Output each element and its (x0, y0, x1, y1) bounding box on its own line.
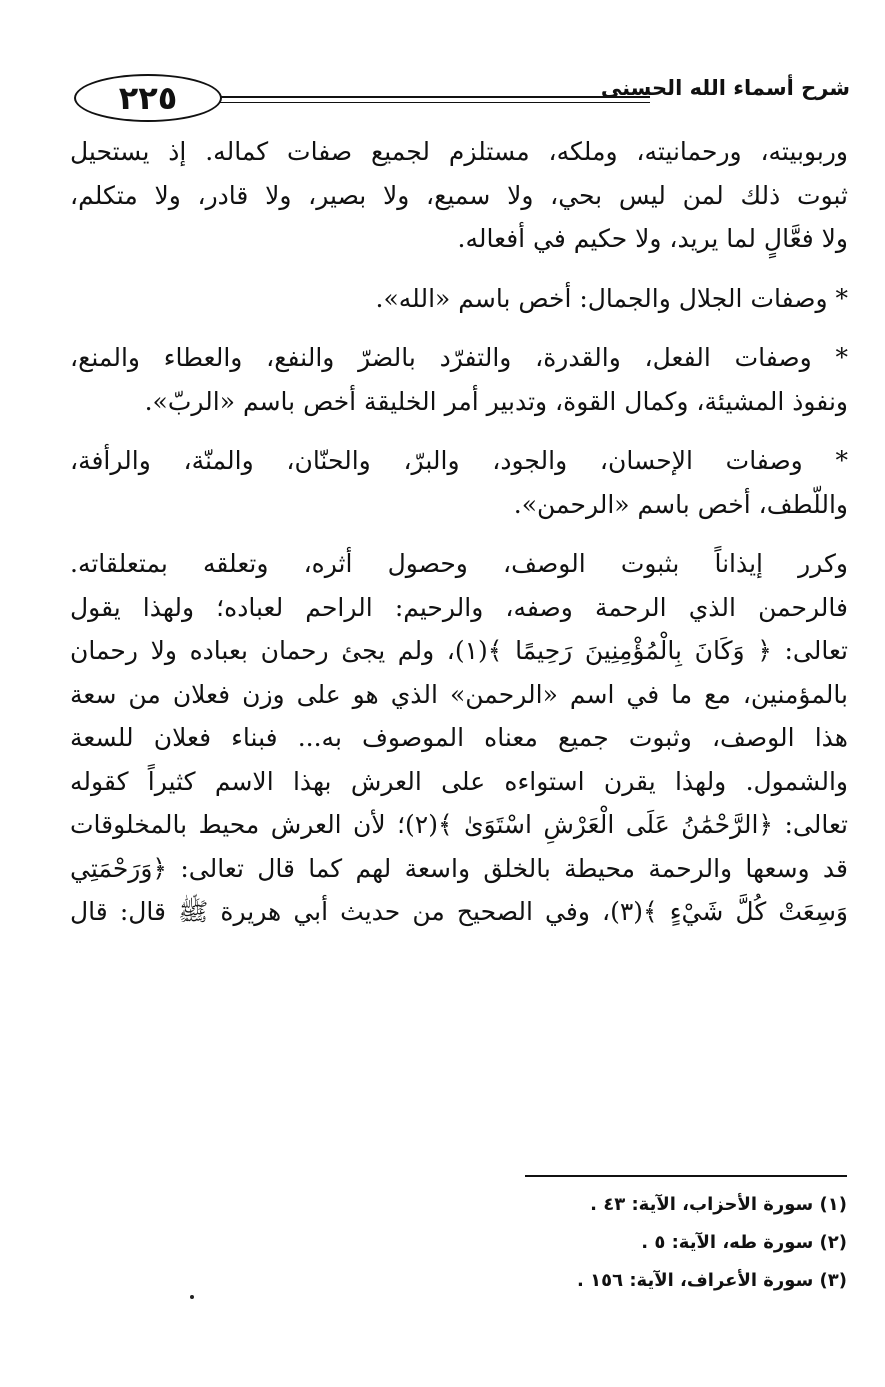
footnotes (447, 1186, 847, 1300)
paragraph-2 (70, 277, 848, 321)
text-line: ثبوت ذلك لمن ليس بحي، ولا سميع، ولا بصير، ولا قادر، ولا متكلم، (70, 180, 848, 210)
text-line: وربوبيته، ورحمانيته، وملكه، مستلزم لجميع صفات كماله. إذ يستحيل (70, 137, 848, 166)
text-line: هذا الوصف، وثبوت جميع معناه الموصوف به... فبناء فعلان للسعة (70, 723, 848, 752)
text-line: تعالى: ﴿ وَكَانَ بِالْمُؤْمِنِينَ رَحِيمًا ﴾(١)، ولم يجئ رحمان بعباده ولا رحمان (70, 636, 848, 665)
text-line: وَسِعَتْ كُلَّ شَيْءٍ ﴾(٣)، وفي الصحيح من حديث أبي هريرة ﷺ قال: قال (70, 897, 848, 926)
text-line: واللّطف، أخص باسم «الرحمن». (513, 489, 848, 519)
paragraph-3 (70, 336, 848, 423)
text-line: * وصفات الإحسان، والجود، والبرّ، والحنّان، والمنّة، والرأفة، (70, 446, 848, 475)
footnote-1: (١) سورة الأحزاب، الآية: ٤٣ . (590, 1194, 847, 1215)
main-text (70, 130, 848, 934)
text-line: ونفوذ المشيئة، وكمال القوة، وتدبير أمر الخليقة أخص باسم «الربّ». (144, 386, 848, 416)
text-line: * وصفات الجلال والجمال: أخص باسم «الله». (375, 283, 848, 313)
running-title: شرح أسماء الله الحسنى (600, 76, 850, 100)
text-line: والشمول. ولهذا يقرن استواءه على العرش بهذا الاسم كثيراً كقوله (70, 766, 848, 796)
paragraph-1 (70, 130, 848, 261)
ink-speck (190, 1295, 194, 1299)
paragraph-4 (70, 439, 848, 526)
footnote-2: (٢) سورة طه، الآية: ٥ . (641, 1232, 847, 1253)
footnote-divider (525, 1175, 847, 1177)
page-header (70, 70, 850, 126)
page-number: ٢٢٥ (74, 74, 222, 122)
footnote-3: (٣) سورة الأعراف، الآية: ١٥٦ . (576, 1270, 847, 1291)
text-line: قد وسعها والرحمة محيطة بالخلق واسعة لهم كما قال تعالى: ﴿وَرَحْمَتِي (70, 853, 848, 883)
text-line: وكرر إيذاناً بثبوت الوصف، وحصول أثره، وتعلقه بمتعلقاته. (70, 549, 848, 578)
text-line: * وصفات الفعل، والقدرة، والتفرّد بالضرّ والنفع، والعطاء والمنع، (70, 343, 848, 372)
header-rule (220, 96, 650, 98)
text-line: بالمؤمنين، مع ما في اسم «الرحمن» الذي هو على وزن فعلان من سعة (70, 679, 848, 709)
header-rule-thin (220, 102, 650, 103)
paragraph-5 (70, 542, 848, 934)
text-line: فالرحمن الذي الرحمة وصفه، والرحيم: الراحم لعباده؛ ولهذا يقول (70, 592, 848, 622)
text-line: ولا فعَّالٍ لما يريد، ولا حكيم في أفعاله. (457, 224, 848, 253)
text-line: تعالى: ﴿الرَّحْمَٰنُ عَلَى الْعَرْشِ اسْتَوَىٰ ﴾(٢)؛ لأن العرش محيط بالمخلوقات (70, 810, 849, 839)
